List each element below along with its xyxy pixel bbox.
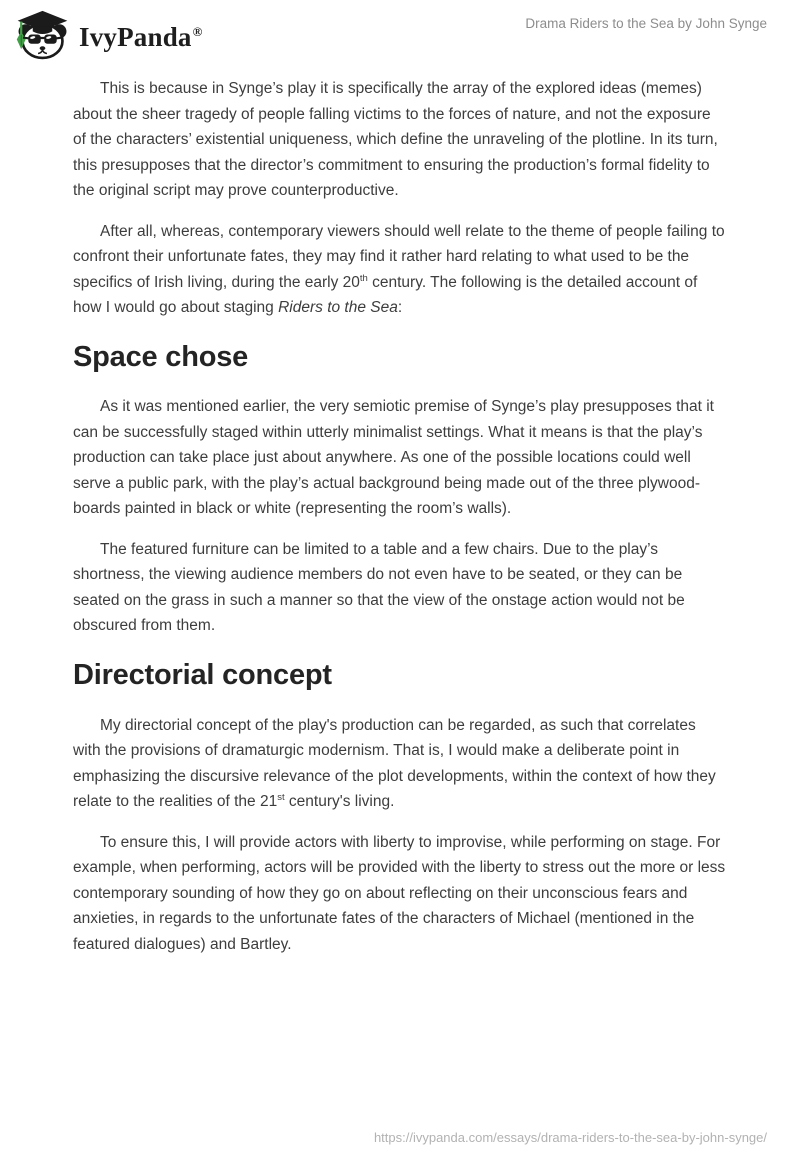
registered-trademark: ® — [192, 23, 203, 39]
paragraph-intro-2: After all, whereas, contemporary viewers should well relate to the theme of people failing to confront their unfortunate fates, they may find it rather hard relating to what used to be the specifics of Irish living, during the early 20th century. The following is the detailed account of how I would go about staging Riders to the Sea: — [73, 222, 725, 316]
paragraph-space-chose-1: As it was mentioned earlier, the very semiotic premise of Synge’s play presupposes that it can be successfully staged within utterly minimalist settings. What it means is that the play’s production can take place just about anywhere. As one of the possible locations could well serve a public park, with the play’s actual background being made out of the three plywood-boards painted in black or white (representing the room’s walls). — [73, 398, 714, 518]
ivypanda-brand — [15, 8, 203, 60]
paragraph-space-chose-2: The featured furniture can be limited to a table and a few chairs. Due to the play’s shortness, the viewing audience members do not even have to be seated, or they can be seated on the grass in such a manner so that the view of the onstage action would not be obscured from them. — [73, 540, 685, 635]
panda-graduation-cap-logo-icon — [15, 8, 70, 60]
brand-name-text: IvyPanda — [79, 21, 192, 52]
section-heading-directorial-concept: Directorial concept — [73, 658, 332, 691]
paragraph-intro-1: This is because in Synge’s play it is specifically the array of the explored ideas (memes) about the sheer tragedy of people falling victims to the forces of nature, and not the exposure of the characters’ existential uniqueness, which define the unraveling of the plotline. In its turn, this presupposes that the director’s commitment to ensuring the production’s formal fidelity to the original script may prove counterproductive. — [73, 80, 718, 199]
source-url: https://ivypanda.com/essays/drama-riders-to-the-sea-by-john-synge/ — [373, 1130, 767, 1145]
document-title: Drama Riders to the Sea by John Synge — [525, 16, 767, 31]
footer — [374, 1130, 767, 1145]
section-heading-space-chose: Space chose — [73, 340, 249, 373]
brand-name — [79, 18, 203, 51]
paragraph-directorial-1: My directorial concept of the play's production can be regarded, as such that correlates with the provisions of dramaturgic modernism. That is, I would make a deliberate point in emphasizing the discursive relevance of the plot developments, within the context of how they relate to the realities of the 21st century's living. — [73, 716, 716, 811]
essay-content — [0, 76, 800, 957]
header — [0, 0, 800, 62]
paragraph-directorial-2: To ensure this, I will provide actors with liberty to improvise, while performing on stage. For example, when performing, actors will be provided with the liberty to stress out the more or less contemporary sounding of how they go on about reflecting on their unconscious fears and anxieties, in regards to the unfortunate fates of the characters of Michael (mentioned in the featured dialogues) and Bartley. — [73, 833, 726, 953]
